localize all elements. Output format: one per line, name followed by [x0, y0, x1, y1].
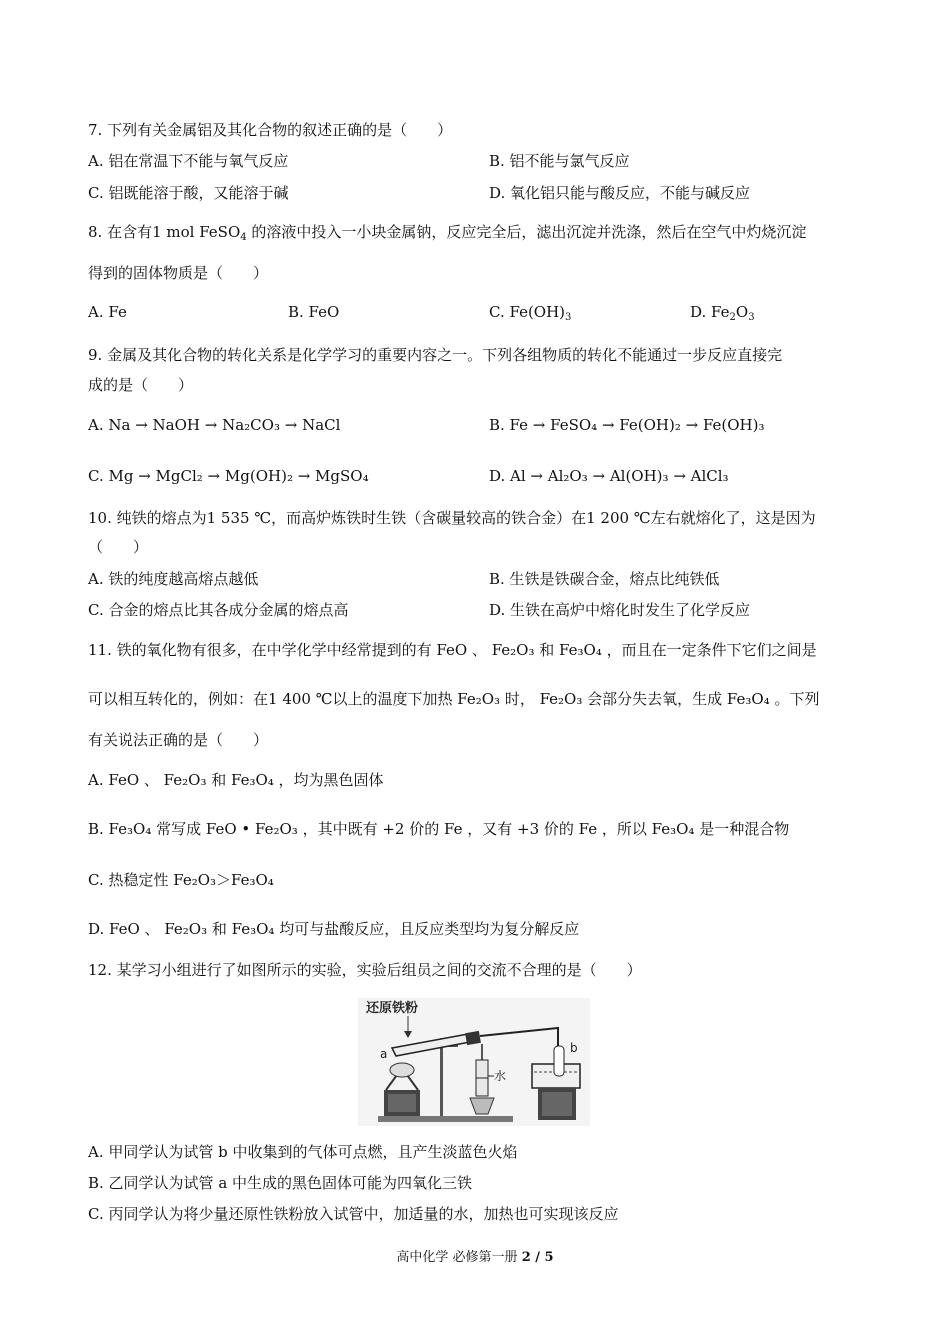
q8-option-d-text: D. Fe: [690, 303, 730, 321]
q11-option-b: B. Fe₃O₄ 常写成 FeO • Fe₂O₃ ，其中既有 +2 价的 Fe ，又有 +3 价的 Fe ，所以 Fe₃O₄ 是一种混合物: [88, 820, 790, 838]
q9-stem-line2: 成的是（ ）: [88, 376, 194, 394]
experiment-apparatus-figure: [358, 998, 590, 1126]
q11-stem-line1: 11. 铁的氧化物有很多，在中学化学中经常提到的有 FeO 、 Fe₂O₃ 和 Fe₃O₄ ，而且在一定条件下它们之间是: [88, 641, 817, 659]
q11-stem-line3: 有关说法正确的是（ ）: [88, 731, 269, 749]
q10-option-a: A. 铁的纯度越高熔点越低: [88, 570, 259, 588]
q7-option-b: B. 铝不能与氯气反应: [489, 152, 630, 170]
q8-option-d-mid: O: [735, 303, 749, 321]
q10-stem-line1: 10. 纯铁的熔点为1 535 ℃，而高炉炼铁时生铁（含碳量较高的铁合金）在1 200 ℃左右就熔化了，这是因为: [88, 509, 816, 527]
page-number: 2 / 5: [521, 1250, 554, 1265]
q8-option-d: [690, 301, 755, 323]
q8-option-d-sub2: 3: [748, 312, 755, 323]
q10-stem-line2: （ ）: [88, 538, 149, 556]
q9-option-c: C. Mg → MgCl₂ → Mg(OH)₂ → MgSO₄: [88, 467, 369, 485]
q11-option-d: D. FeO 、 Fe₂O₃ 和 Fe₃O₄ 均可与盐酸反应，且反应类型均为复分解反应: [88, 920, 580, 938]
q8-option-c: [489, 301, 571, 323]
q8-option-b: B. FeO: [288, 303, 340, 321]
q9-option-b: B. Fe → FeSO₄ → Fe(OH)₂ → Fe(OH)₃: [489, 416, 765, 434]
q10-option-d: D. 生铁在高炉中熔化时发生了化学反应: [489, 601, 751, 619]
q12-stem: 12. 某学习小组进行了如图所示的实验，实验后组员之间的交流不合理的是（ ）: [88, 961, 642, 979]
page-footer: [0, 1246, 950, 1265]
q12-option-c: C. 丙同学认为将少量还原性铁粉放入试管中，加适量的水，加热也可实现该反应: [88, 1205, 619, 1223]
q12-option-b: B. 乙同学认为试管 a 中生成的黑色固体可能为四氧化三铁: [88, 1174, 473, 1192]
q10-option-b: B. 生铁是铁碳合金，熔点比纯铁低: [489, 570, 720, 588]
label-tube-a: a: [380, 1047, 388, 1061]
q8-stem: [88, 221, 806, 243]
label-iron-powder: 还原铁粉: [366, 1001, 419, 1016]
q8-option-a: A. Fe: [88, 303, 127, 321]
label-water: 水: [494, 1069, 507, 1083]
q8-stem-part1: 8. 在含有1 mol FeSO: [88, 223, 241, 241]
q8-option-d-sub1: 2: [729, 312, 736, 323]
q7-stem: 7. 下列有关金属铝及其化合物的叙述正确的是（ ）: [88, 121, 453, 139]
q9-option-d: D. Al → Al₂O₃ → Al(OH)₃ → AlCl₃: [489, 467, 729, 485]
q8-stem-subscript: 4: [240, 232, 247, 243]
q12-option-a: A. 甲同学认为试管 b 中收集到的气体可点燃，且产生淡蓝色火焰: [88, 1143, 518, 1161]
footer-text: 高中化学 必修第一册: [396, 1250, 522, 1265]
q11-option-a: A. FeO 、 Fe₂O₃ 和 Fe₃O₄ ，均为黑色固体: [88, 771, 384, 789]
q7-option-c: C. 铝既能溶于酸，又能溶于碱: [88, 184, 289, 202]
label-tube-b: b: [570, 1041, 578, 1055]
q8-option-c-text: C. Fe(OH): [489, 303, 566, 321]
q8-stem-part2: 的溶液中投入一小块金属钠，反应完全后，滤出沉淀并洗涤，然后在空气中灼烧沉淀: [246, 223, 807, 241]
q11-option-c: C. 热稳定性 Fe₂O₃＞Fe₃O₄: [88, 871, 274, 889]
q8-option-c-sub: 3: [565, 312, 572, 323]
q9-stem-line1: 9. 金属及其化合物的转化关系是化学学习的重要内容之一。下列各组物质的转化不能通过一步反应直接完: [88, 346, 783, 364]
q7-option-d: D. 氧化铝只能与酸反应，不能与碱反应: [489, 184, 751, 202]
q8-stem-line2: 得到的固体物质是（ ）: [88, 264, 269, 282]
q9-option-a: A. Na → NaOH → Na₂CO₃ → NaCl: [88, 416, 341, 434]
q11-stem-line2: 可以相互转化的，例如：在1 400 ℃以上的温度下加热 Fe₂O₃ 时， Fe₂O₃ 会部分失去氧，生成 Fe₃O₄ 。下列: [88, 690, 820, 708]
q7-option-a: A. 铝在常温下不能与氧气反应: [88, 152, 289, 170]
q10-option-c: C. 合金的熔点比其各成分金属的熔点高: [88, 601, 349, 619]
